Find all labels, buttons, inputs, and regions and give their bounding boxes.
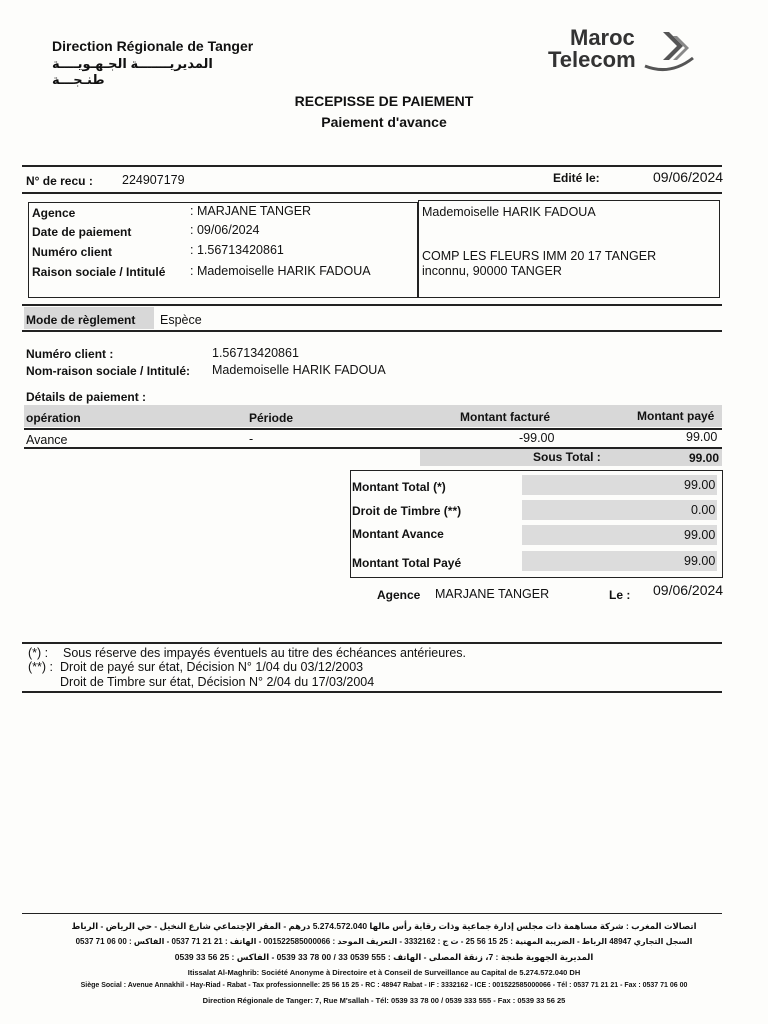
sous-total-label: Sous Total :	[533, 450, 601, 464]
footer-fr-3: Direction Régionale de Tanger: 7, Rue M'sallah - Tél: 0539 33 78 00 / 0539 333 555 - Fax : 0539 33 56 25	[202, 996, 566, 1005]
sign-agence-value: MARJANE TANGER	[435, 587, 550, 601]
total-shade-2	[522, 500, 717, 520]
montant-total-value: 99.00	[684, 478, 716, 492]
footer-fr-2: Siège Social : Avenue Annakhil - Hay-Riad - Rabat - Tax professionnelle: 25 56 15 25 - RC : 48947 Rabat - IF : 3332162 - ICE : 001522585000066 - Tél : 0537 71 21 21 - Fax : 0537 71 06 00	[80, 982, 688, 989]
address-line-1: COMP LES FLEURS IMM 20 17 TANGER	[422, 249, 657, 263]
row-periode: -	[249, 432, 254, 446]
client-num-label: Numéro client :	[26, 347, 114, 361]
date-paiement-label: Date de paiement	[32, 225, 132, 239]
col-montant-paye: Montant payé	[637, 409, 715, 423]
footer-ar-1: اتصالات المغرب : شركة مساهمة ذات مجلس إدارة جماعية وذات رقابة رأس مالها 5.274.572.040 درهم - المقر الإجتماعي شارع النخيل - حي الرياض - الرباط	[71, 921, 697, 931]
logo-text	[548, 27, 636, 71]
footer-divider	[22, 913, 722, 914]
note1-text: Sous réserve des impayés éventuels au titre des échéances antérieures.	[63, 646, 467, 660]
montant-avance-label: Montant Avance	[352, 527, 444, 541]
client-nom-value: Mademoiselle HARIK FADOUA	[212, 363, 386, 377]
row-operation: Avance	[26, 433, 68, 447]
document-title: RECEPISSE DE PAIEMENT	[294, 93, 474, 109]
address-name: Mademoiselle HARIK FADOUA	[422, 205, 596, 219]
agence-value: : MARJANE TANGER	[190, 204, 312, 218]
receipt-no-value: 224907179	[122, 173, 185, 187]
edited-label: Edité le:	[553, 171, 600, 185]
divider-receipt	[22, 192, 722, 194]
mode-reglement-value: Espèce	[160, 313, 202, 327]
divider-top	[22, 165, 722, 167]
col-operation: opération	[26, 411, 81, 425]
details-header-bg	[24, 405, 722, 427]
sign-le-label: Le :	[609, 588, 631, 602]
divider-mode-top	[22, 304, 722, 306]
row-montant-facture: -99.00	[519, 431, 555, 445]
address-line-2: inconnu, 90000 TANGER	[422, 264, 562, 278]
note3-text: Droit de Timbre sur état, Décision N° 2/04 du 17/03/2004	[60, 675, 375, 689]
raison-sociale-value: : Mademoiselle HARIK FADOUA	[190, 264, 371, 278]
note1-mark: (*) :	[28, 646, 49, 660]
logo-line1: Maroc	[570, 25, 635, 50]
montant-total-paye-value: 99.00	[684, 554, 716, 568]
logo-line2: Telecom	[548, 47, 636, 72]
note2-mark: (**) :	[28, 660, 53, 674]
note2-text: Droit de payé sur état, Décision N° 1/04 du 03/12/2003	[60, 660, 364, 674]
document-subtitle: Paiement d'avance	[321, 114, 447, 130]
edited-value: 09/06/2024	[653, 169, 724, 185]
sign-le-value: 09/06/2024	[653, 582, 724, 598]
montant-total-label: Montant Total (*)	[352, 480, 446, 494]
receipt-no-label: N° de recu :	[26, 174, 93, 188]
droit-timbre-label: Droit de Timbre (**)	[352, 504, 462, 518]
agence-label: Agence	[32, 206, 76, 220]
col-montant-facture: Montant facturé	[460, 410, 550, 424]
client-num-value: 1.56713420861	[212, 346, 299, 360]
numero-client-label: Numéro client	[32, 245, 113, 259]
droit-timbre-value: 0.00	[691, 503, 716, 517]
footer-fr-1: Itissalat Al-Maghrib: Société Anonyme à Directoire et à Conseil de Surveillance au Capital de 5.274.572.040 DH	[187, 968, 581, 977]
montant-total-paye-label: Montant Total Payé	[352, 556, 462, 570]
row-montant-paye: 99.00	[686, 430, 718, 444]
divider-notes-top	[22, 642, 722, 644]
montant-avance-value: 99.00	[684, 528, 716, 542]
numero-client-value: : 1.56713420861	[190, 243, 284, 257]
raison-sociale-label: Raison sociale / Intitulé	[32, 265, 166, 279]
sous-total-value: 99.00	[689, 451, 720, 465]
details-title: Détails de paiement :	[26, 390, 147, 404]
footer-ar-2: السجل التجاري 48947 الرباط - الضريبة المهنية : 25 15 56 25 - ت ج : 3332162 - التعريف الموحد : 001522585000066 - الهاتف : 21 21 71 0537 - الفاكس : 00 06 71 0537	[75, 937, 693, 946]
divider-notes-bottom	[22, 691, 722, 693]
details-header-line	[24, 428, 722, 430]
mode-reglement-label: Mode de règlement	[26, 313, 136, 327]
date-paiement-value: : 09/06/2024	[190, 223, 260, 237]
footer-ar-3: المديرية الجهوية طنجة : 7، زنقة المصلى - الهاتف : 555 0539 33 / 00 78 33 0539 - الفاكس : 25 56 33 0539	[174, 952, 594, 962]
direction-regionale-ar: المديريـــــــة الجـهـويــــة طنـجـــة	[52, 56, 213, 87]
divider-mode-bottom	[22, 330, 722, 332]
sign-agence-label: Agence	[377, 588, 421, 602]
client-nom-label: Nom-raison sociale / Intitulé:	[26, 364, 191, 378]
col-periode: Période	[249, 411, 294, 425]
direction-regionale-fr: Direction Régionale de Tanger	[52, 38, 254, 54]
